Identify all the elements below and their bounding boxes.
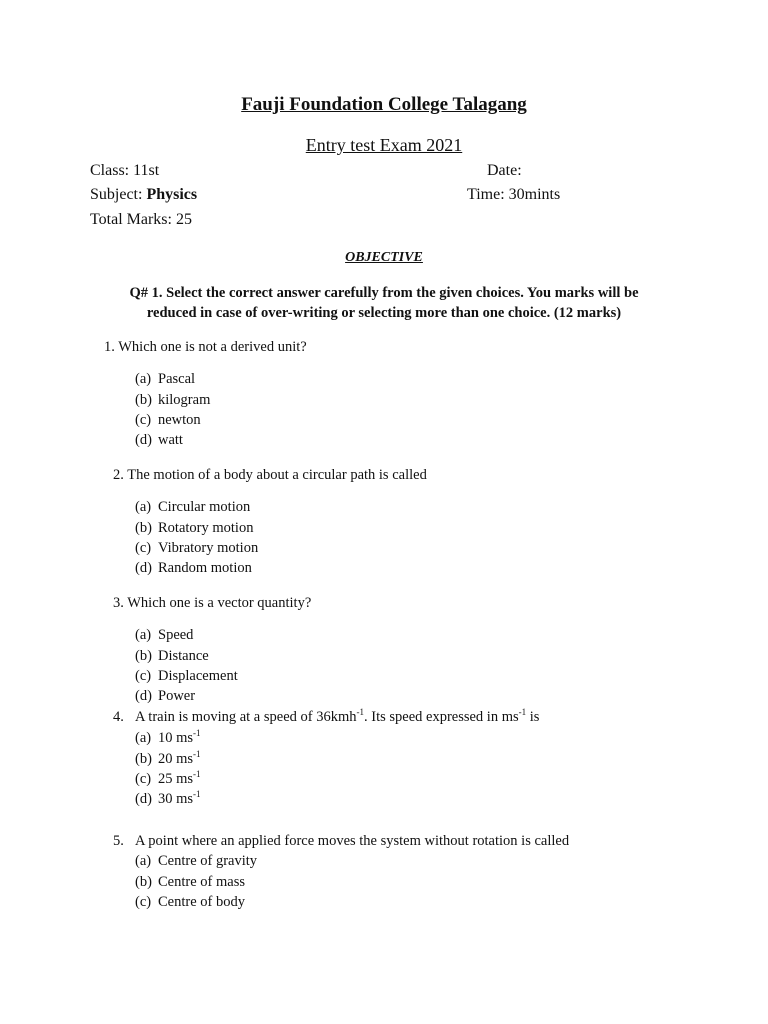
question-2 xyxy=(113,467,427,484)
option-text: Circular motion xyxy=(158,499,251,515)
option-label: (a) xyxy=(135,627,152,643)
superscript: -1 xyxy=(193,769,201,779)
option-text: Displacement xyxy=(158,668,238,684)
date-label: Date: xyxy=(487,162,522,179)
option-text: kilogram xyxy=(158,392,211,408)
class-label: Class: 11st xyxy=(90,162,160,179)
question-3 xyxy=(113,595,311,612)
option-text: Centre of gravity xyxy=(158,853,258,869)
option-text: 10 ms xyxy=(158,730,194,746)
option-4a xyxy=(135,730,201,747)
option-3a xyxy=(135,627,193,644)
question-text-part3: is xyxy=(526,709,540,725)
question-number: 4. xyxy=(113,709,124,725)
question-5 xyxy=(113,833,569,850)
option-text: 20 ms xyxy=(158,751,194,767)
option-label: (c) xyxy=(135,412,152,428)
superscript: -1 xyxy=(518,707,527,717)
question-text: Which one is a vector quantity? xyxy=(127,595,312,611)
option-4c xyxy=(135,771,201,788)
option-1a xyxy=(135,371,195,388)
option-label: (a) xyxy=(135,730,152,746)
option-label: (d) xyxy=(135,560,152,576)
question-number: 5. xyxy=(113,833,124,849)
subject-line xyxy=(90,186,197,204)
option-1b xyxy=(135,392,210,409)
option-2b xyxy=(135,520,253,537)
instruction-text: Q# 1. Select the correct answer carefully from the given choices. You marks will be reduced in case of over-writing or selecting more than one choice. (12 marks) xyxy=(129,285,639,321)
section-title: OBJECTIVE xyxy=(345,250,423,265)
option-label: (c) xyxy=(135,894,152,910)
question-text: A point where an applied force moves the system without rotation is called xyxy=(135,833,570,849)
time-label: Time: 30mints xyxy=(467,186,561,203)
option-4d xyxy=(135,791,201,808)
option-label: (a) xyxy=(135,499,152,515)
option-label: (b) xyxy=(135,392,152,408)
option-text: Random motion xyxy=(158,560,252,576)
question-1 xyxy=(104,339,307,356)
option-label: (d) xyxy=(135,688,152,704)
superscript: -1 xyxy=(356,707,364,717)
option-2d xyxy=(135,560,252,577)
question-text-part2: . Its speed expressed in ms xyxy=(364,709,519,725)
subject-prefix: Subject: xyxy=(90,186,147,203)
superscript: -1 xyxy=(193,749,201,759)
option-3c xyxy=(135,668,238,685)
option-text: Centre of mass xyxy=(158,874,245,890)
exam-title: Entry test Exam 2021 xyxy=(305,135,463,155)
option-4b xyxy=(135,751,201,768)
option-label: (d) xyxy=(135,791,152,807)
option-5a xyxy=(135,853,257,870)
option-text: watt xyxy=(158,432,183,448)
question-number: 1. xyxy=(104,339,115,355)
option-3b xyxy=(135,648,209,665)
option-label: (a) xyxy=(135,371,152,387)
option-1c xyxy=(135,412,201,429)
question-number: 3. xyxy=(113,595,124,611)
option-label: (d) xyxy=(135,432,152,448)
option-text: Distance xyxy=(158,648,209,664)
question-number: 2. xyxy=(113,467,124,483)
option-text: Power xyxy=(158,688,196,704)
option-label: (c) xyxy=(135,668,152,684)
total-marks-label: Total Marks: 25 xyxy=(90,211,192,228)
college-name: Fauji Foundation College Talagang xyxy=(241,94,527,115)
option-label: (c) xyxy=(135,540,152,556)
superscript: -1 xyxy=(193,789,201,799)
option-text: 30 ms xyxy=(158,791,194,807)
option-text: Speed xyxy=(158,627,194,643)
option-label: (b) xyxy=(135,520,152,536)
option-2a xyxy=(135,499,250,516)
option-label: (b) xyxy=(135,648,152,664)
option-1d xyxy=(135,432,183,449)
option-label: (c) xyxy=(135,771,152,787)
option-label: (a) xyxy=(135,853,152,869)
option-text: newton xyxy=(158,412,201,428)
option-text: Pascal xyxy=(158,371,196,387)
option-text: 25 ms xyxy=(158,771,194,787)
option-5c xyxy=(135,894,245,911)
option-text: Centre of body xyxy=(158,894,245,910)
question-text-part1: A train is moving at a speed of 36kmh xyxy=(135,709,357,725)
superscript: -1 xyxy=(193,728,201,738)
option-label: (b) xyxy=(135,751,152,767)
question-text: The motion of a body about a circular path is called xyxy=(127,467,427,483)
option-text: Vibratory motion xyxy=(158,540,259,556)
question-4 xyxy=(113,709,539,726)
option-text: Rotatory motion xyxy=(158,520,254,536)
option-label: (b) xyxy=(135,874,152,890)
question-text: Which one is not a derived unit? xyxy=(118,339,307,355)
option-2c xyxy=(135,540,258,557)
subject-value: Physics xyxy=(146,186,198,203)
option-5b xyxy=(135,874,245,891)
option-3d xyxy=(135,688,195,705)
